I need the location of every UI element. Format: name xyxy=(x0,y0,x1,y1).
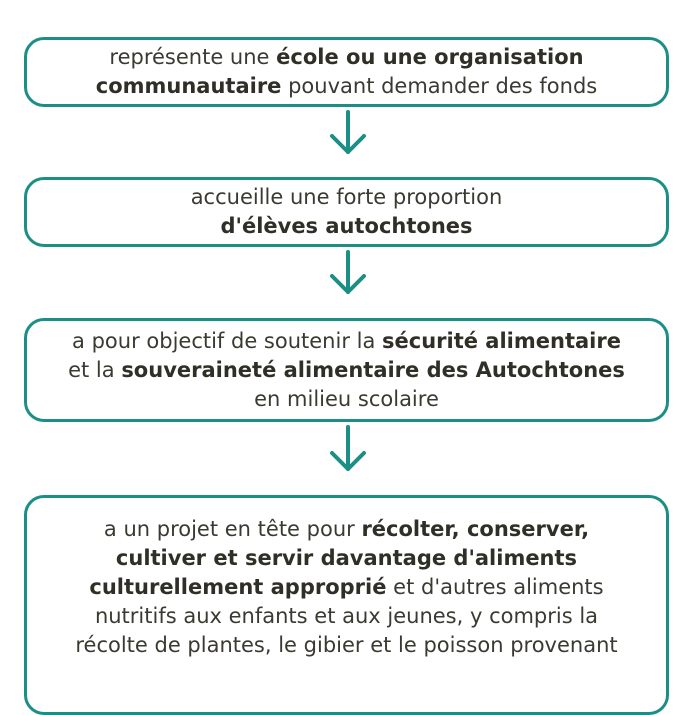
arrow-down-icon xyxy=(326,110,370,156)
emphasis-text: d'élèves autochtones xyxy=(220,214,473,238)
criteria-text-line xyxy=(68,356,625,385)
body-text: pouvant demander des fonds xyxy=(281,74,598,98)
emphasis-text: communautaire xyxy=(95,74,282,98)
body-text: représente une xyxy=(109,45,277,69)
criteria-text-line xyxy=(89,573,603,602)
criteria-box-2 xyxy=(24,177,669,247)
arrow-down-icon xyxy=(326,425,370,473)
criteria-text-line xyxy=(96,72,597,101)
criteria-text-line xyxy=(72,327,621,356)
criteria-text-line xyxy=(116,544,577,573)
criteria-text-line xyxy=(109,43,583,72)
emphasis-text: école ou une organisation xyxy=(276,45,584,69)
criteria-box-1 xyxy=(24,37,669,107)
body-text: accueille une forte proportion xyxy=(190,185,503,209)
emphasis-text: souveraineté alimentaire des Autochtones xyxy=(121,357,625,382)
criteria-text-line xyxy=(254,385,439,414)
criteria-text-line xyxy=(104,515,589,544)
criteria-text-line xyxy=(220,212,472,241)
emphasis-text: récolter, conserver, xyxy=(361,517,590,541)
criteria-text-line xyxy=(191,183,503,212)
emphasis-text: sécurité alimentaire xyxy=(382,328,621,353)
body-text: récolte de plantes, le gibier et le poisson provenant xyxy=(75,633,618,657)
body-text: et d'autres aliments xyxy=(386,575,604,599)
criteria-text-line xyxy=(95,602,598,631)
criteria-box-3 xyxy=(24,318,669,422)
arrow-down-icon xyxy=(326,250,370,296)
emphasis-text: cultiver et servir davantage d'aliments xyxy=(115,546,578,570)
criteria-box-4 xyxy=(24,495,669,715)
body-text: a pour objectif de soutenir la xyxy=(72,328,383,353)
body-text: nutritifs aux enfants et aux jeunes, y compris la xyxy=(94,604,599,628)
emphasis-text: culturellement approprié xyxy=(89,575,387,599)
body-text: a un projet en tête pour xyxy=(103,517,362,541)
body-text: en milieu scolaire xyxy=(254,386,439,411)
body-text: et la xyxy=(68,357,122,382)
criteria-text-line xyxy=(75,631,617,660)
